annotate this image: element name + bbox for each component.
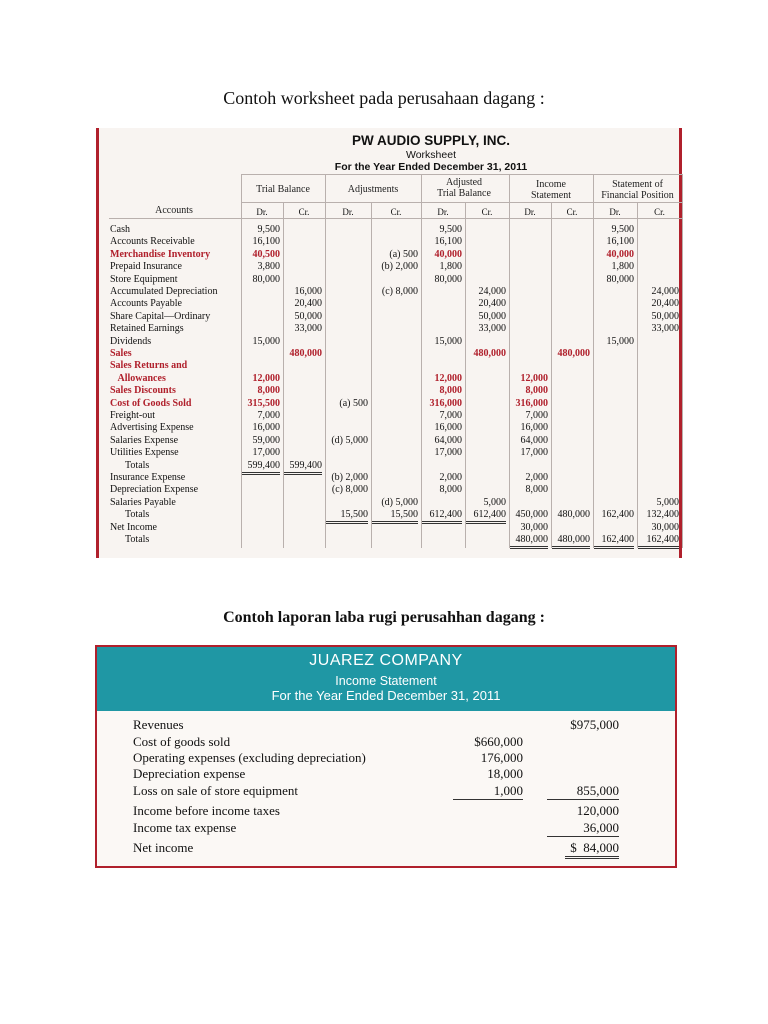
account-label: Dividends — [110, 335, 152, 347]
group-sfp-1: Statement of — [612, 179, 663, 190]
worksheet-cell: (d) 5,000 — [331, 434, 368, 446]
account-label: Sales Returns and — [110, 360, 188, 372]
account-label: Totals — [110, 534, 150, 545]
column-subheader: Cr. — [298, 207, 310, 217]
income-subtitle: Income Statement — [335, 674, 437, 688]
income-line-outer-amount: $ 84,000 — [565, 840, 619, 859]
accounts-header: Accounts — [155, 205, 193, 216]
worksheet-cell: 7,000 — [525, 410, 548, 421]
worksheet-cell: 16,100 — [434, 236, 462, 248]
worksheet-cell: 599,400 — [242, 460, 280, 475]
worksheet-cell: 15,000 — [252, 335, 280, 347]
worksheet-cell: 80,000 — [434, 273, 462, 285]
worksheet-cell: (b) 2,000 — [381, 261, 418, 273]
worksheet-cell: 64,000 — [520, 434, 548, 446]
income-statement-header — [97, 647, 675, 711]
group-adjustments: Adjustments — [347, 184, 399, 195]
grid-line — [241, 174, 682, 175]
worksheet-cell: 5,000 — [656, 496, 679, 508]
worksheet-period: For the Year Ended December 31, 2011 — [334, 161, 528, 173]
worksheet-cell: 8,000 — [439, 385, 462, 397]
income-line-label: Loss on sale of store equipment — [133, 783, 298, 798]
column-subheader: Cr. — [481, 207, 493, 217]
worksheet-cell: (c) 8,000 — [381, 286, 418, 297]
worksheet-cell: 24,000 — [478, 286, 506, 297]
account-label: Advertising Expense — [110, 422, 194, 434]
column-subheader: Cr. — [390, 207, 402, 217]
worksheet-cell: 7,000 — [439, 410, 462, 421]
worksheet-cell: 12,000 — [520, 372, 548, 384]
income-statement-figure — [95, 645, 677, 868]
group-adjusted-1: Adjusted — [445, 177, 483, 188]
worksheet-cell: 30,000 — [651, 521, 679, 533]
column-subheader: Dr. — [437, 207, 449, 217]
income-line-outer-amount: 120,000 — [576, 803, 619, 818]
worksheet-cell: 59,000 — [252, 434, 280, 446]
worksheet-cell: 480,000 — [557, 348, 590, 359]
worksheet-cell: 2,000 — [439, 472, 462, 483]
worksheet-cell: 480,000 — [289, 348, 322, 359]
worksheet-cell: 40,500 — [252, 248, 280, 260]
worksheet-cell: 12,000 — [434, 372, 462, 384]
worksheet-cell: (a) 500 — [339, 397, 368, 409]
worksheet-cell: 17,000 — [520, 447, 548, 459]
worksheet-cell: 480,000 — [473, 348, 506, 359]
account-label: Merchandise Inventory — [110, 248, 211, 260]
account-label: Salaries Expense — [110, 434, 179, 446]
account-label: Depreciation Expense — [110, 484, 199, 496]
worksheet-cell: 612,400 — [422, 509, 462, 524]
worksheet-cell: 7,000 — [257, 410, 280, 421]
worksheet-cell: 33,000 — [651, 323, 679, 335]
worksheet-cell: 16,000 — [434, 422, 462, 434]
worksheet-cell: 16,000 — [520, 422, 548, 434]
account-label: Salaries Payable — [110, 496, 176, 508]
worksheet-cell: 315,500 — [247, 397, 280, 409]
worksheet-cell: 8,000 — [525, 484, 548, 496]
worksheet-cell: 132,400 — [646, 509, 679, 521]
account-label: Cost of Goods Sold — [110, 397, 192, 409]
account-label: Totals — [110, 509, 150, 521]
worksheet-cell: 2,000 — [525, 472, 548, 483]
worksheet-cell: 40,000 — [606, 248, 634, 260]
account-label: Share Capital—Ordinary — [110, 310, 211, 322]
worksheet-figure — [96, 128, 682, 558]
income-line-label: Net income — [133, 840, 194, 855]
worksheet-cell: 80,000 — [606, 273, 634, 285]
grid-line — [241, 202, 682, 203]
worksheet-cell: 3,800 — [257, 261, 280, 273]
column-subheader: Dr. — [256, 207, 268, 217]
worksheet-cell: 12,000 — [252, 372, 280, 384]
income-line-outer-amount: 36,000 — [547, 820, 619, 837]
worksheet-cell: 15,500 — [326, 509, 368, 524]
income-line-label: Income tax expense — [133, 820, 237, 835]
worksheet-cell: 5,000 — [483, 496, 506, 508]
worksheet-cell: 50,000 — [651, 310, 679, 322]
column-subheader: Dr. — [609, 207, 621, 217]
group-income-1: Income — [536, 179, 566, 190]
worksheet-cell: 599,400 — [284, 460, 322, 475]
account-label: Accounts Payable — [110, 298, 182, 310]
worksheet-cell: 162,400 — [594, 534, 634, 549]
worksheet-cell: 20,400 — [294, 298, 322, 310]
worksheet-cell: (b) 2,000 — [331, 472, 368, 483]
account-label: Allowances — [110, 372, 166, 384]
income-line-label: Income before income taxes — [133, 803, 280, 818]
account-label: Sales — [110, 348, 132, 359]
worksheet-cell: 316,000 — [429, 397, 462, 409]
worksheet-cell: 16,100 — [252, 236, 280, 248]
account-label: Accounts Receivable — [110, 236, 195, 248]
worksheet-cell: 162,400 — [638, 534, 679, 549]
worksheet-company: PW AUDIO SUPPLY, INC. — [351, 133, 511, 148]
account-label: Cash — [110, 224, 130, 235]
worksheet-cell: 50,000 — [478, 310, 506, 322]
income-line-label: Operating expenses (excluding depreciation) — [133, 750, 366, 765]
worksheet-cell: 80,000 — [252, 273, 280, 285]
worksheet-cell: 16,000 — [294, 286, 322, 297]
account-label: Retained Earnings — [110, 323, 184, 335]
column-subheader: Cr. — [654, 207, 665, 217]
column-subheader: Cr. — [566, 207, 578, 217]
worksheet-cell: 17,000 — [434, 447, 462, 459]
worksheet-cell: 612,400 — [466, 509, 506, 524]
account-label: Prepaid Insurance — [110, 261, 182, 273]
income-line-outer-amount: 855,000 — [547, 783, 619, 800]
worksheet-cell: 8,000 — [525, 385, 548, 397]
worksheet-cell: (c) 8,000 — [331, 484, 368, 496]
worksheet-cell: 15,000 — [434, 335, 462, 347]
account-label: Insurance Expense — [110, 472, 186, 483]
column-subheader: Dr. — [524, 207, 536, 217]
worksheet-cell: 480,000 — [510, 534, 548, 549]
account-label: Freight-out — [110, 410, 155, 421]
grid-line — [551, 202, 552, 548]
worksheet-cell: 16,000 — [252, 422, 280, 434]
worksheet-cell: 40,000 — [434, 248, 462, 260]
worksheet-cell: 20,400 — [651, 298, 679, 310]
worksheet-cell: 8,000 — [439, 484, 462, 496]
worksheet-cell: 33,000 — [294, 323, 322, 335]
worksheet-cell: 30,000 — [520, 521, 548, 533]
worksheet-cell: 20,400 — [478, 298, 506, 310]
worksheet-cell: 33,000 — [478, 323, 506, 335]
account-label: Sales Discounts — [110, 385, 176, 397]
worksheet-cell: (d) 5,000 — [381, 496, 418, 508]
account-label: Accumulated Depreciation — [110, 286, 218, 297]
worksheet-cell: 16,100 — [606, 236, 634, 248]
income-period: For the Year Ended December 31, 2011 — [271, 688, 501, 703]
worksheet-cell: 8,000 — [257, 385, 280, 397]
income-line-label: Cost of goods sold — [133, 734, 231, 749]
worksheet-cell: 64,000 — [434, 434, 462, 446]
worksheet-cell: 15,500 — [372, 509, 418, 524]
income-line-label: Revenues — [133, 717, 184, 732]
income-line-outer-amount: $975,000 — [570, 717, 619, 732]
worksheet-cell: 50,000 — [294, 310, 322, 322]
worksheet-cell: 1,800 — [611, 261, 634, 273]
worksheet-cell: 9,500 — [439, 224, 462, 235]
group-sfp-2: Financial Position — [601, 190, 674, 201]
worksheet-cell: 1,800 — [439, 261, 462, 273]
income-line-inner-amount: 18,000 — [487, 766, 523, 781]
income-line-inner-amount: 1,000 — [453, 783, 523, 800]
grid-line — [109, 218, 682, 219]
account-label: Utilities Expense — [110, 447, 179, 459]
worksheet-cell: 480,000 — [557, 509, 590, 521]
account-label: Store Equipment — [110, 273, 178, 285]
account-label: Totals — [110, 459, 150, 471]
worksheet-heading: Contoh worksheet pada perusahaan dagang : — [223, 88, 545, 108]
worksheet-cell: 480,000 — [552, 534, 590, 549]
group-income-2: Statement — [531, 190, 571, 201]
worksheet-cell: 24,000 — [651, 286, 679, 297]
group-trial-balance: Trial Balance — [256, 184, 310, 195]
income-line-label: Depreciation expense — [133, 766, 246, 781]
column-subheader: Dr. — [342, 207, 354, 217]
income-heading: Contoh laporan laba rugi perusahhan dagang : — [223, 609, 545, 626]
worksheet-cell: 17,000 — [252, 447, 280, 459]
worksheet-cell: 9,500 — [611, 224, 634, 235]
worksheet-subtitle: Worksheet — [406, 149, 456, 161]
worksheet-cell: 450,000 — [515, 509, 548, 521]
grid-line — [682, 174, 683, 548]
income-line-inner-amount: $660,000 — [474, 734, 523, 749]
worksheet-cell: 15,000 — [606, 335, 634, 347]
group-adjusted-2: Trial Balance — [437, 188, 491, 199]
worksheet-cell: 9,500 — [257, 224, 280, 235]
account-label: Net Income — [110, 521, 157, 533]
worksheet-cell: (a) 500 — [389, 248, 418, 260]
worksheet-cell: 316,000 — [515, 397, 548, 409]
income-company: JUAREZ COMPANY — [309, 652, 463, 669]
income-line-inner-amount: 176,000 — [480, 750, 523, 765]
grid-line — [283, 202, 284, 548]
worksheet-cell: 162,400 — [601, 509, 634, 521]
